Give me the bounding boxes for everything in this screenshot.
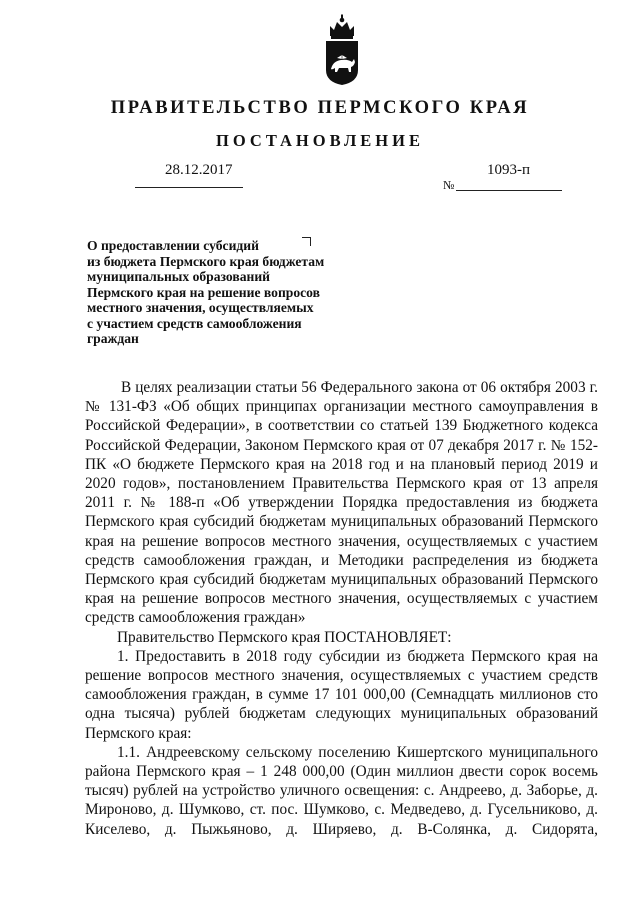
coat-of-arms-icon: [322, 14, 362, 86]
subject-line: Пермского края на решение вопросов: [87, 284, 320, 300]
subject-line: муниципальных образований: [87, 269, 271, 284]
subject-line: О предоставлении субсидий: [87, 238, 259, 253]
document-body: [85, 378, 598, 839]
date-underline: [135, 187, 243, 188]
document-number: 1093-п: [487, 162, 531, 178]
subject-line: граждан: [87, 331, 139, 346]
subject-line: из бюджета Пермского края бюджетам: [87, 253, 325, 269]
document-type: ПОСТАНОВЛЕНИЕ: [216, 131, 424, 150]
number-underline: [456, 190, 562, 191]
preamble-paragraph: В целях реализации статьи 56 Федерального закона от 06 октября 2003 г. № 131-ФЗ «Об общих принципах организации местного самоуправления в Российской Федерации», в соответствии со статьей 139 Бюджетного кодекса Российской Федерации, Законом Пермского края от 07 декабря 2017 г. № 152-ПК «О бюджете Пермского края на 2018 год и на плановый период 2019 и 2020 годов», постановлением Правительства Пермского края от 13 апреля 2011 г. № 188-п «Об утверждении Порядка предоставления из бюджета Пермского края субсидий бюджетам муниципальных образований Пермского края на решение вопросов местного значения, осуществляемых с участием средств самообложения граждан, и Методики распределения из бюджета Пермского края субсидий бюджетам муниципальных образований Пермского края на решение вопросов местного значения, осуществляемых с участием средств самообложения граждан»: [85, 379, 598, 627]
resolve-paragraph: Правительство Пермского края ПОСТАНОВЛЯЕТ:: [117, 628, 452, 646]
subject-line: местного значения, осуществляемых: [87, 300, 314, 315]
number-sign: №: [443, 178, 455, 192]
item-1-1-paragraph: 1.1. Андреевскому сельскому поселению Кишертского муниципального района Пермского края – 1 248 000,00 (Один миллион двести сорок восемь тысяч) рублей на устройство уличного освещения: с. Андреево, д. Заборье, д. Мироново, д. Шумково, ст. пос. Шумково, с. Медведево, д. Гусельниково, д. Киселево, д. Пыжьяново, д. Ширяево, д. В-Солянка, д. Сидорята,: [85, 743, 598, 838]
item-1-paragraph: 1. Предоставить в 2018 году субсидии из бюджета Пермского края на решение вопросов местного значения, осуществляемых с участием средств самообложения граждан, в сумме 17 101 000,00 (Семнадцать миллионов сто одна тысяча) рублей бюджетам следующих муниципальных образований Пермского края:: [85, 647, 598, 742]
subject-line: с участием средств самообложения: [87, 315, 302, 331]
document-subject: [87, 238, 367, 347]
document-date: 28.12.2017: [165, 162, 233, 178]
government-title: ПРАВИТЕЛЬСТВО ПЕРМСКОГО КРАЯ: [110, 98, 530, 118]
